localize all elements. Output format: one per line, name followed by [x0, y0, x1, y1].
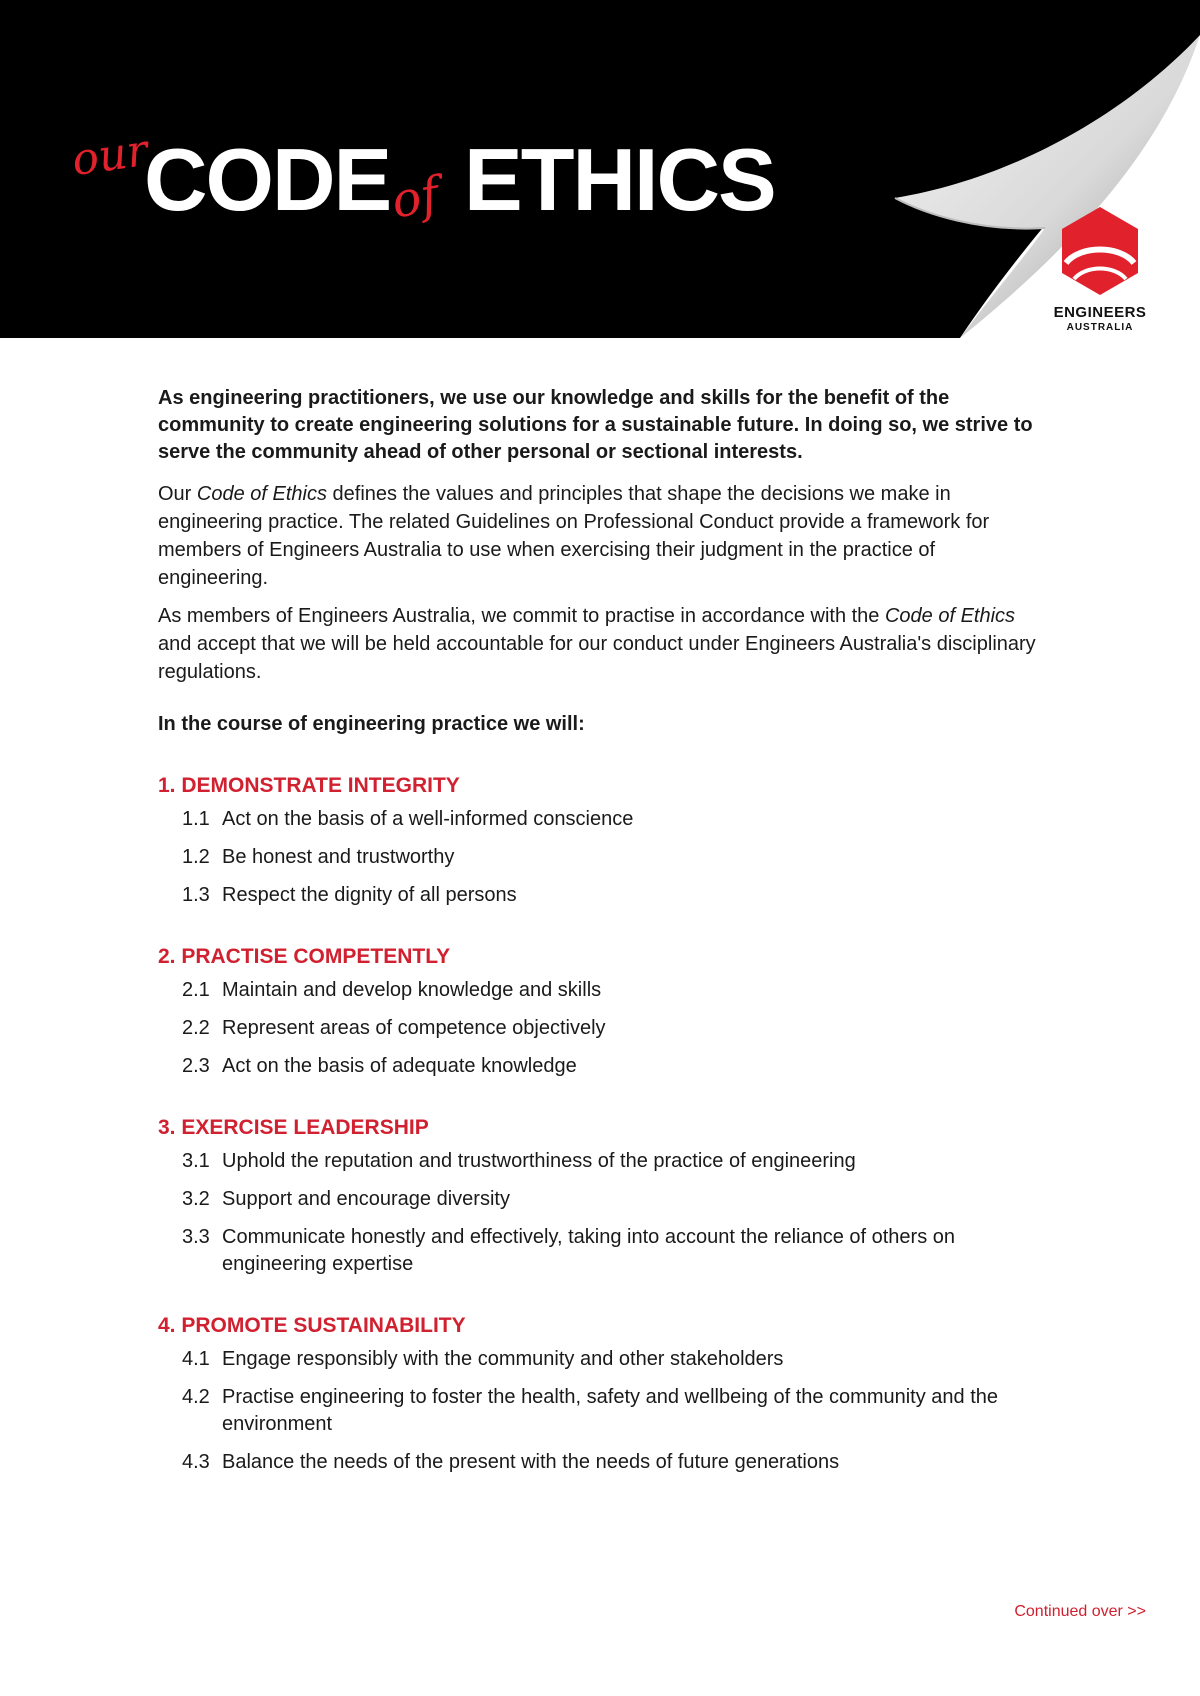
item-number: 4.2 — [182, 1386, 210, 1408]
section-heading: 3. EXERCISE LEADERSHIP — [158, 1116, 429, 1139]
list-item — [158, 977, 1038, 1004]
list-item — [158, 1224, 1038, 1278]
item-text: Uphold the reputation and trustworthiness of the practice of engineering — [222, 1150, 856, 1172]
item-number: 1.1 — [182, 808, 210, 830]
item-text: Engage responsibly with the community and other stakeholders — [222, 1348, 784, 1370]
code-of-ethics-emphasis: Code of Ethics — [196, 483, 327, 505]
list-item — [158, 1148, 1038, 1175]
title-code: CODE — [144, 130, 391, 229]
list-item — [158, 1015, 1038, 1042]
title-of: of — [387, 166, 444, 230]
item-number: 3.3 — [182, 1226, 210, 1248]
continued-over-note: Continued over >> — [1014, 1603, 1146, 1620]
list-item — [158, 1053, 1038, 1080]
item-text: Act on the basis of adequate knowledge — [222, 1055, 577, 1077]
code-of-ethics-emphasis: Code of Ethics — [884, 605, 1016, 627]
item-number: 2.1 — [182, 979, 210, 1001]
item-text: Support and encourage diversity — [222, 1188, 510, 1210]
list-item — [158, 806, 1038, 833]
hexagon-logo-icon — [1060, 205, 1140, 297]
list-item — [158, 1186, 1038, 1213]
list-item — [158, 882, 1038, 909]
item-number: 3.1 — [182, 1150, 210, 1172]
item-text: Balance the needs of the present with the needs of future generations — [222, 1451, 840, 1473]
item-text: Represent areas of competence objectively — [222, 1017, 606, 1039]
item-number: 2.2 — [182, 1017, 210, 1039]
section-heading: 1. DEMONSTRATE INTEGRITY — [158, 774, 460, 797]
item-text: Maintain and develop knowledge and skills — [222, 979, 602, 1001]
section-leadership — [158, 1114, 1038, 1278]
item-text: Act on the basis of a well-informed conscience — [222, 808, 634, 830]
item-number: 3.2 — [182, 1188, 210, 1210]
intro-paragraph-1: Our Code of Ethics defines the values and principles that shape the decisions we make in engineering practice. The related Guidelines on Professional Conduct provide a framework for members of Engineers Australia to use when exercising their judgment in the practice of engineering. — [158, 483, 990, 589]
document-title — [68, 112, 832, 230]
list-item — [158, 1346, 1038, 1373]
logo-subtitle: AUSTRALIA — [1066, 322, 1134, 333]
practice-lead: In the course of engineering practice we will: — [158, 713, 585, 735]
list-item — [158, 1449, 1038, 1476]
title-our: our — [68, 124, 152, 187]
list-item — [158, 844, 1038, 871]
document-body — [158, 385, 1038, 1487]
intro-statement: As engineering practitioners, we use our knowledge and skills for the benefit of the community to create engineering solutions for a sustainable future. In doing so, we strive to serve the community ahead of other personal or sectional interests. — [158, 387, 1033, 463]
item-number: 4.1 — [182, 1348, 210, 1370]
item-number: 1.3 — [182, 884, 210, 906]
item-number: 1.2 — [182, 846, 210, 868]
item-text: Practise engineering to foster the health, safety and wellbeing of the community and the environment — [222, 1386, 999, 1435]
list-item — [158, 1384, 1038, 1438]
logo-name: ENGINEERS — [1053, 304, 1147, 321]
section-heading: 4. PROMOTE SUSTAINABILITY — [158, 1314, 466, 1337]
intro-paragraph-2: As members of Engineers Australia, we commit to practise in accordance with the Code of Ethics and accept that we will be held accountable for our conduct under Engineers Australia's disciplinary regulations. — [158, 605, 1036, 683]
engineers-australia-logo — [1035, 205, 1165, 333]
section-sustainability — [158, 1312, 1038, 1476]
section-competence — [158, 943, 1038, 1080]
item-number: 2.3 — [182, 1055, 210, 1077]
item-number: 4.3 — [182, 1451, 210, 1473]
item-text: Communicate honestly and effectively, taking into account the reliance of others on engineering expertise — [222, 1226, 956, 1275]
title-ethics: ETHICS — [464, 130, 775, 229]
item-text: Respect the dignity of all persons — [222, 884, 517, 906]
section-integrity — [158, 772, 1038, 909]
item-text: Be honest and trustworthy — [222, 846, 455, 868]
section-heading: 2. PRACTISE COMPETENTLY — [158, 945, 451, 968]
